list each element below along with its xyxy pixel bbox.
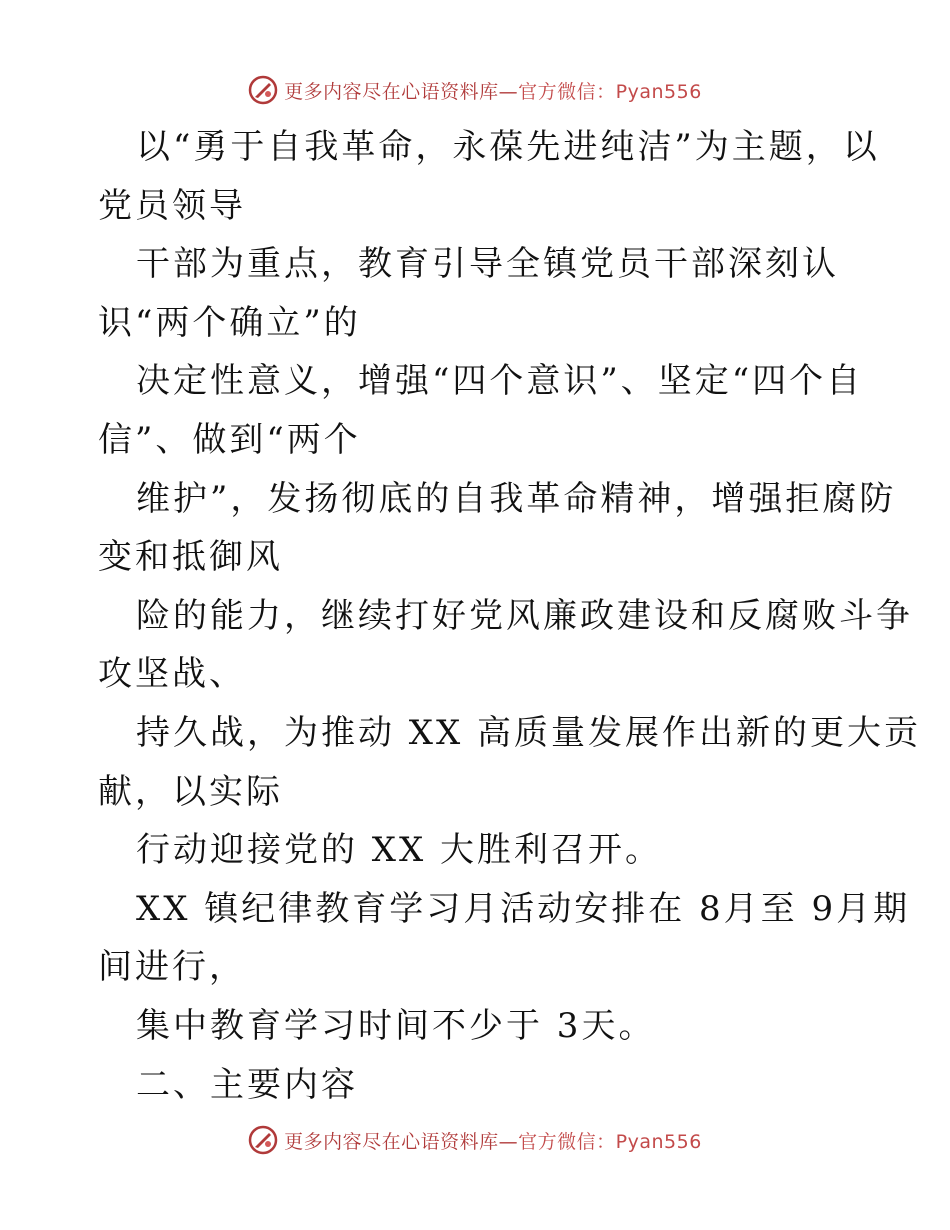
text-line: 干部为重点，教育引导全镇党员干部深刻认 [136,244,839,285]
text-line: XX 镇纪律教育学习月活动安排在 8月至 9月期 [136,888,911,929]
text-line: 党员领导 [98,185,246,226]
section-heading: 二、主要内容 [136,1064,358,1105]
banner-text: 更多内容尽在心语资料库— [284,80,519,103]
quill-logo-icon [248,75,278,105]
text-line: 集中教育学习时间不少于 3天。 [136,1005,656,1046]
text-line: 行动迎接党的 XX 大胜利召开。 [136,830,663,871]
text-line: 信”、做到“两个 [98,419,361,460]
banner-wechat: 官方微信：Pyan556 [518,80,702,103]
text-line: 险的能力，继续打好党风廉政建设和反腐败斗争 [136,595,913,636]
document-body [98,118,922,1114]
text-line: 持久战，为推动 XX 高质量发展作出新的更大贡 [136,712,922,753]
text-line: 变和抵御风 [98,537,283,578]
banner-text: 更多内容尽在心语资料库— [284,1130,519,1153]
text-line: 识“两个确立”的 [98,302,361,343]
text-line: 献，以实际 [98,771,283,812]
text-line: 决定性意义，增强“四个意识”、坚定“四个自 [136,361,864,402]
text-line: 维护”，发扬彻底的自我革命精神，增强拒腐防 [136,478,897,519]
quill-logo-icon [248,1125,278,1155]
text-line: 间进行， [98,947,246,988]
text-line: 以“勇于自我革命，永葆先进纯洁”为主题，以 [136,127,880,167]
text-line: 攻坚战、 [98,654,246,695]
banner-wechat: 官方微信：Pyan556 [518,1130,702,1153]
header-watermark-banner [0,70,950,110]
footer-watermark-banner [0,1120,950,1160]
